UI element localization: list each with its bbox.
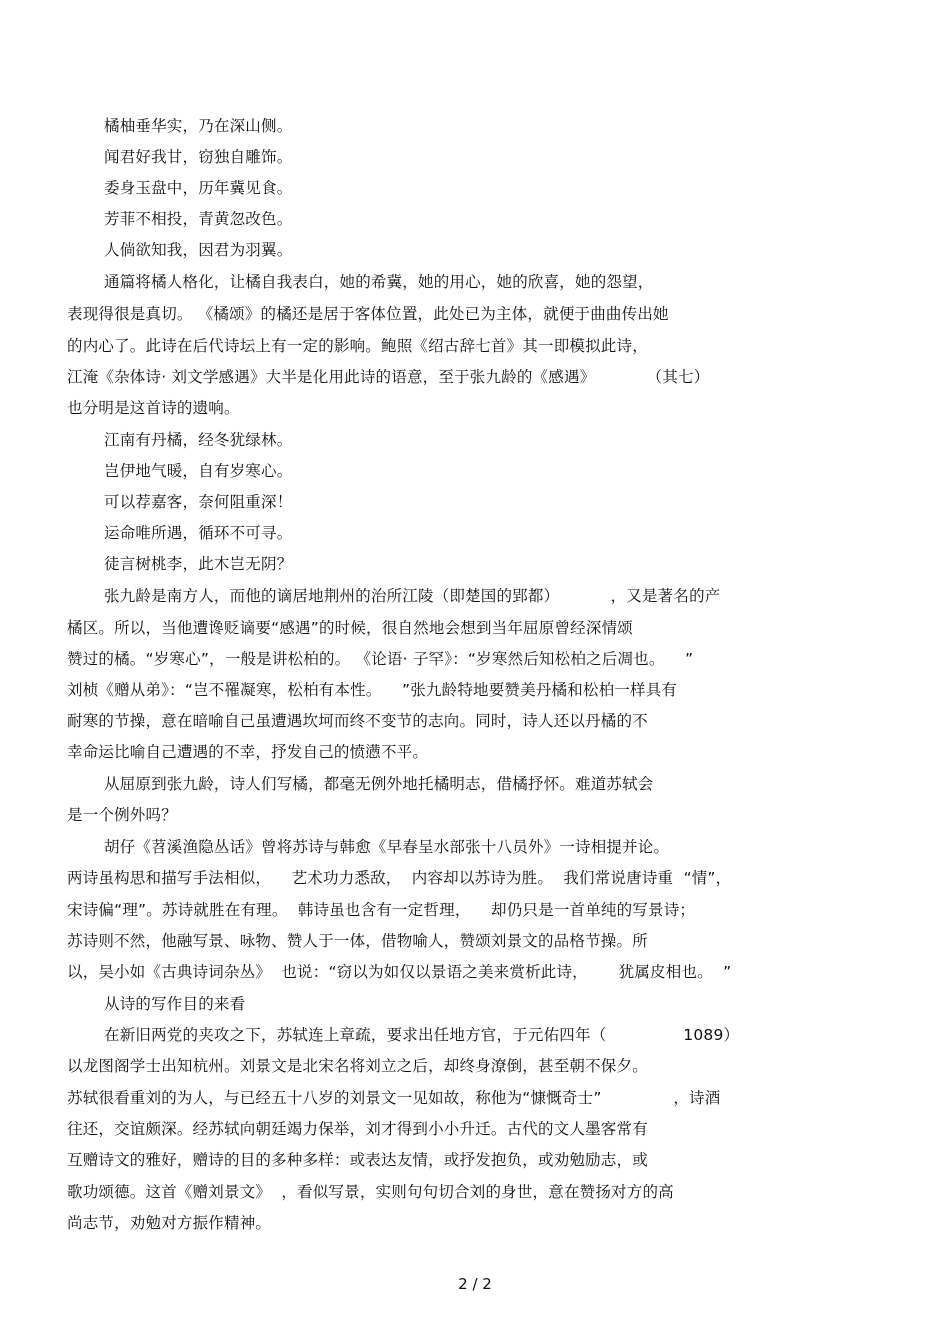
text-line: 两诗虽构思和描写手法相似， 艺术功力悉敌， 内容却以苏诗为胜。 我们常说唐诗重 “情”， <box>67 869 732 887</box>
text-line: 以龙图阁学士出知杭州。刘景文是北宋名将刘立之后，却终身潦倒，甚至朝不保夕。 <box>67 1057 648 1075</box>
text-line: 刘桢《赠从弟》：“岂不罹凝寒，松柏有本性。 ”张九龄特地要赞美丹橘和松柏一样具有 <box>67 681 678 699</box>
text-line: 的内心了。此诗在后代诗坛上有一定的影响。鲍照《绍古辞七首》其一即模拟此诗， <box>67 337 648 355</box>
text-line: 橘区。所以，当他遭谗贬谪要“感遇”的时候，很自然地会想到当年屈原曾经深情颂 <box>67 619 633 637</box>
text-line: 从屈原到张九龄，诗人们写橘，都毫无例外地托橘明志，借橘抒怀。难道苏轼会 <box>104 775 654 793</box>
text-line: 江南有丹橘，经冬犹绿林。 <box>104 431 293 449</box>
text-line: 苏诗则不然，他融写景、咏物、赞人于一体，借物喻人，赞颂刘景文的品格节操。所 <box>67 932 648 950</box>
text-line: 尚志节，劝勉对方振作精神。 <box>67 1214 272 1232</box>
text-line: 赞过的橘。“岁寒心”，一般是讲松柏的。 《论语· 子罕》：“岁寒然后知松柏之后凋也。 ” <box>67 650 694 668</box>
page-number: 2 / 2 <box>458 1275 492 1293</box>
text-line: 以，吴小如《古典诗词杂丛》 也说：“窃以为如仅以景语之美来赏析此诗， 犹属皮相也。 ” <box>67 963 732 981</box>
text-line: 耐寒的节操，意在暗喻自己虽遭遇坎坷而终不变节的志向。同时，诗人还以丹橘的不 <box>67 712 648 730</box>
text-line: 幸命运比喻自己遭遇的不幸，抒发自己的愤懑不平。 <box>67 743 429 761</box>
text-line: 歌功颂德。这首《赠刘景文》 ，看似写景，实则句句切合刘的身世，意在赞扬对方的高 <box>67 1183 674 1201</box>
text-line: 委身玉盘中，历年冀见食。 <box>104 179 293 197</box>
text-line: 闻君好我甘，窃独自雕饰。 <box>104 148 293 166</box>
text-line: 张九龄是南方人，而他的谪居地荆州的治所江陵（即楚国的郢都） ，又是著名的产 <box>104 587 721 605</box>
text-line: 从诗的写作目的来看 <box>104 995 246 1013</box>
text-line: 宋诗偏“理”。苏诗就胜在有理。 韩诗虽也含有一定哲理， 却仍只是一首单纯的写景诗； <box>67 901 696 919</box>
text-line: 人倘欲知我，因君为羽翼。 <box>104 241 293 259</box>
text-line: 表现得很是真切。 《橘颂》的橘还是居于客体位置，此处已为主体，就便于曲曲传出她 <box>67 305 669 323</box>
text-line: 是一个例外吗？ <box>67 806 177 824</box>
text-line: 运命唯所遇，循环不可寻。 <box>104 524 293 542</box>
text-line: 通篇将橘人格化，让橘自我表白，她的希冀，她的用心，她的欣喜，她的怨望， <box>104 273 654 291</box>
text-line: 也分明是这首诗的遗响。 <box>67 399 240 417</box>
text-line: 芳菲不相投，青黄忽改色。 <box>104 210 293 228</box>
text-line: 在新旧两党的夹攻之下，苏轼连上章疏，要求出任地方官，于元佑四年（ 1089） <box>104 1026 740 1044</box>
text-line: 苏轼很看重刘的为人，与已经五十八岁的刘景文一见如故，称他为“慷慨奇士” ，诗酒 <box>67 1089 721 1107</box>
text-line: 互赠诗文的雅好，赠诗的目的多种多样：或表达友情，或抒发抱负，或劝勉励志，或 <box>67 1151 648 1169</box>
text-line: 橘柚垂华实，乃在深山侧。 <box>104 117 293 135</box>
text-line: 岂伊地气暖，自有岁寒心。 <box>104 462 293 480</box>
text-line: 徒言树桃李，此木岂无阴？ <box>104 555 293 573</box>
text-line: 往还，交谊颇深。经苏轼向朝廷竭力保举，刘才得到小小升迁。古代的文人墨客常有 <box>67 1120 648 1138</box>
text-line: 可以荐嘉客，奈何阻重深！ <box>104 493 293 511</box>
text-line: 胡仔《苕溪渔隐丛话》曾将苏诗与韩愈《早春呈水部张十八员外》一诗相提并论。 <box>104 838 670 856</box>
text-line: 江淹《杂体诗· 刘文学感遇》大半是化用此诗的语意，至于张九龄的《感遇》 （其七） <box>67 368 710 386</box>
